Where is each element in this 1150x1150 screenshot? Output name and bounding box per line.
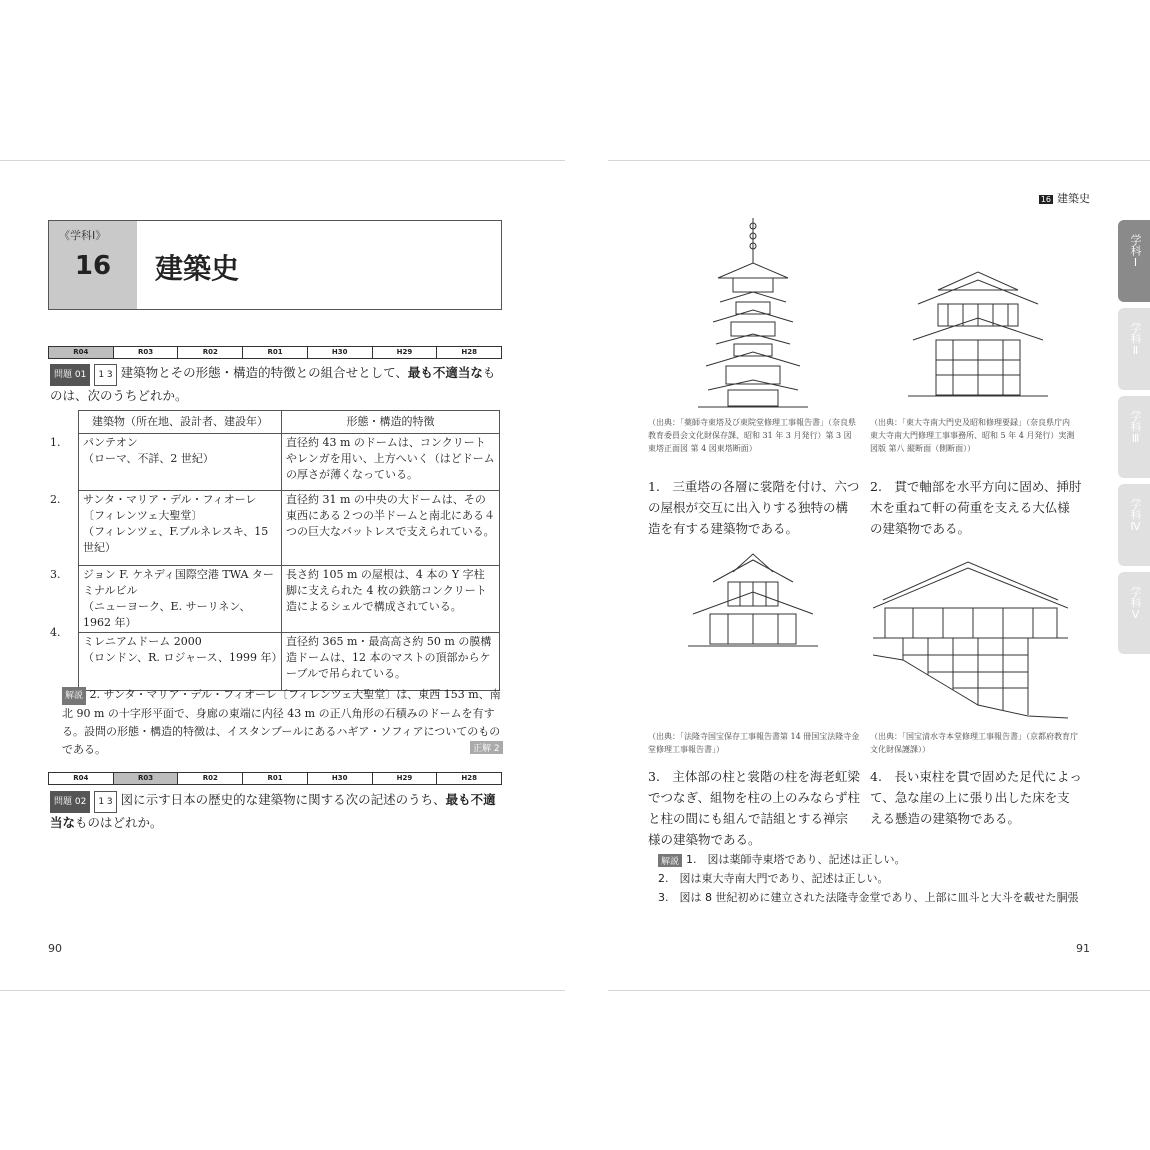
question-1-table — [78, 410, 500, 691]
page-number: 90 — [48, 942, 62, 955]
figure-1-caption: （出典：「薬師寺東塔及び東院堂修理工事報告書」（奈良県教育委員会文化財保存課、昭和 31 年 3 月発行）第 3 図東塔正面図 第 4 図東塔断面） — [648, 418, 856, 453]
year-cell: R03 — [114, 773, 179, 784]
explanation-tag: 解説 — [658, 854, 682, 867]
kondo-drawing — [688, 552, 818, 652]
option-2: 2. 貫で軸部を水平方向に固め、挿肘木を重ねて軒の荷重を支える大仏様の建築物である。 — [870, 479, 1082, 536]
row-number: 1. — [50, 436, 61, 449]
option-3: 3. 主体部の柱と裳階の柱を海老虹梁でつなぎ、組物を柱の上のみならず柱と柱の間にも組んで詰組とする禅宗様の建築物である。 — [648, 769, 861, 847]
explanation-line: 3. 図は 8 世紀初めに建立された法隆寺金堂であり、上部に皿斗と大斗を載せた胴張 — [658, 891, 1079, 904]
question-2-text — [50, 790, 502, 833]
option-1: 1. 三重塔の各層に裳階を付け、六つの屋根が交互に出入りする独特の構造を有する建築物である。 — [648, 479, 860, 536]
chapter-tag: 《学科Ⅰ》 — [59, 229, 107, 242]
right-page — [608, 160, 1150, 990]
question-text: 図に示す日本の歴史的な建築物に関する次の記述のうち、 — [120, 792, 446, 807]
section-label: 建築史 — [1057, 192, 1090, 205]
tab-gakka-4[interactable] — [1118, 484, 1150, 566]
explanation-line: 2. 図は東大寺南大門であり、記述は正しい。 — [658, 872, 889, 885]
building-cell: ミレニアムドーム 2000 （ロンドン、R. ロジャース、1999 年） — [79, 633, 282, 691]
page-edge-line — [608, 160, 1150, 161]
question-tag: 問題 02 — [50, 791, 90, 813]
page-edge-line — [0, 990, 565, 991]
building-cell: サンタ・マリア・デル・フィオーレ〔フィレンツェ大聖堂〕 （フィレンツェ、F.ブルネレスキ、15 世紀） — [79, 491, 282, 566]
tab-gakka-2[interactable] — [1118, 308, 1150, 390]
answer-badge: 正解 2 — [470, 741, 503, 754]
question-text-after: ものはどれか。 — [75, 815, 163, 830]
year-cell: H29 — [373, 773, 438, 784]
year-bar-q2 — [48, 772, 502, 785]
tab-label: 学科Ⅰ — [1129, 234, 1142, 269]
figure-4-caption: （出典：「国宝清水寺本堂修理工事報告書」（京都府教育庁文化財保護課）） — [870, 732, 1078, 754]
chapter-number-block — [49, 221, 137, 309]
question-text-after: ものは、次のうちどれか。 — [50, 365, 496, 403]
year-cell: H28 — [461, 348, 477, 356]
year-cell: H30 — [308, 347, 373, 358]
question-bold: 最も不適当な — [407, 365, 483, 380]
option-4: 4. 長い束柱を貫で固めた足代によって、急な崖の上に張り出した床を支える懸造の建築物である。 — [870, 769, 1082, 826]
pagoda-drawing — [698, 218, 808, 408]
gate-drawing — [908, 270, 1048, 400]
table-row — [79, 633, 500, 691]
tab-label: 学科Ⅴ — [1129, 586, 1142, 621]
year-cell: R01 — [243, 347, 308, 358]
page-number: 91 — [1076, 942, 1090, 955]
explanation-tag: 解説 — [62, 687, 86, 705]
row-number: 2. — [50, 493, 61, 506]
page-edge-line — [608, 990, 1150, 991]
kiyomizu-drawing — [873, 560, 1068, 720]
table-row — [79, 491, 500, 566]
year-cell: H28 — [461, 774, 477, 782]
feature-cell: 直径約 365 m・最高高さ約 50 m の膜構造ドームは、12 本のマストの頂部からケーブルで吊られている。 — [282, 633, 500, 691]
year-cell: R04 — [49, 347, 114, 358]
tab-label: 学科Ⅳ — [1129, 498, 1142, 533]
question-box: 1 3 — [94, 791, 116, 813]
tab-gakka-5[interactable] — [1118, 572, 1150, 654]
table-header-row — [79, 411, 500, 434]
year-bar-q1 — [48, 346, 502, 359]
explanation-1 — [62, 686, 502, 759]
table-row — [79, 434, 500, 491]
table-row — [79, 566, 500, 633]
year-cell: R02 — [178, 347, 243, 358]
year-cell: H29 — [373, 347, 438, 358]
left-page — [0, 160, 565, 990]
feature-cell: 直径約 31 m の中央の大ドームは、その東西にある２つの半ドームと南北にある４つの巨大なバットレスで支えられている。 — [282, 491, 500, 566]
figure-3-caption: （出典：「法隆寺国宝保存工事報告書第 14 冊国宝法隆寺金堂修理工事報告書」） — [648, 732, 860, 754]
year-cell: R04 — [49, 773, 114, 784]
year-cell: R03 — [114, 347, 179, 358]
feature-cell: 直径約 43 m のドームは、コンクリートやレンガを用い、上方へいく（はどドームの厚さが薄くなっている。 — [282, 434, 500, 491]
feature-cell: 長さ約 105 m の屋根は、4 本の Y 字柱脚に支えられた 4 枚の鉄筋コンクリート造によるシェルで構成されている。 — [282, 566, 500, 633]
tab-gakka-3[interactable] — [1118, 396, 1150, 478]
page-edge-line — [0, 160, 565, 161]
figure-2-caption: （出典：「東大寺南大門史及昭和修理要録」（奈良県庁内 東大寺南大門修理工事事務所、昭和 5 年 4 月発行）実測図版 第八 縦断面（側断面）） — [870, 418, 1075, 453]
building-cell: ジョン F. ケネディ国際空港 TWA ターミナルビル （ニューヨーク、E. サーリネン、1962 年） — [79, 566, 282, 633]
row-number: 3. — [50, 568, 61, 581]
tab-label: 学科Ⅱ — [1129, 322, 1142, 357]
question-bold: 最も不適当な — [50, 792, 496, 830]
explanation-line: 1. 図は薬師寺東塔であり、記述は正しい。 — [686, 853, 906, 866]
chapter-header — [48, 220, 502, 310]
table-header: 建築物（所在地、設計者、建設年） — [79, 411, 282, 434]
chapter-number: 16 — [74, 251, 112, 281]
section-icon: 16 — [1040, 195, 1051, 204]
table-header: 形態・構造的特徴 — [282, 411, 500, 434]
tab-gakka-1[interactable] — [1118, 220, 1150, 302]
section-header — [1039, 190, 1090, 206]
year-cell: H30 — [308, 773, 373, 784]
row-number: 4. — [50, 626, 61, 639]
chapter-title: 建築史 — [155, 252, 240, 285]
question-tag: 問題 01 — [50, 364, 90, 386]
year-cell: R01 — [243, 773, 308, 784]
building-cell: パンテオン （ローマ、不詳、2 世紀） — [79, 434, 282, 491]
tab-label: 学科Ⅲ — [1129, 410, 1142, 445]
question-box: 1 3 — [94, 364, 116, 386]
explanation-text: 2. サンタ・マリア・デル・フィオーレ〔フィレンツェ大聖堂〕は、東西 153 m、南北 90 m の十字形平面で、身廊の東端に内径 43 m の正八角形の石積みのドームを有する。設問の形態・構造的特徴は、イスタンブールにあるハギア・ソフィアについてのものである。 — [62, 688, 501, 756]
question-text: 建築物とその形態・構造的特徴との組合せとして、 — [120, 365, 408, 380]
year-cell: R02 — [178, 773, 243, 784]
question-1-text — [50, 363, 502, 406]
